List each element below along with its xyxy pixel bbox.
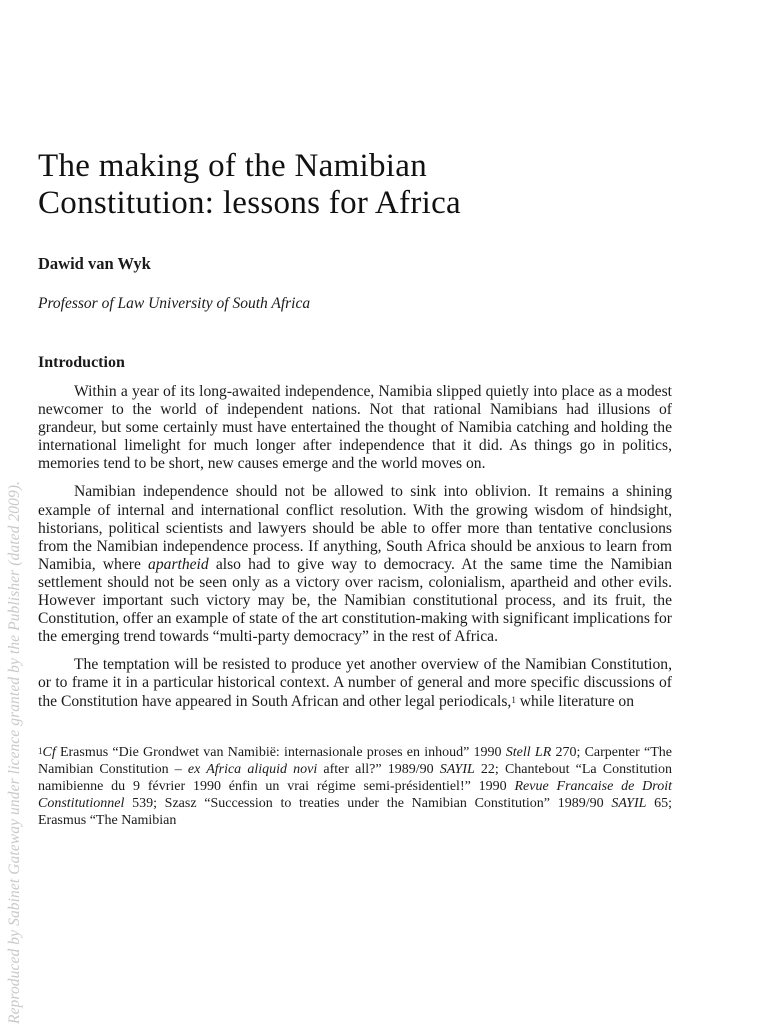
licence-watermark: Reproduced by Sabinet Gateway under licence granted by the Publisher (dated 2009).	[6, 480, 23, 1024]
footnote-italic: Stell LR	[505, 744, 552, 760]
author-affiliation: Professor of Law University of South Africa	[38, 295, 311, 312]
paragraph-2-text-b: also had to give way to democracy. At the same time the Namibian settlement should not be seen only as a victory over racism, colonialism, apartheid and other evils. However important such victory may be, the Namibian constitutional process, and its fruit, the Constitution, offer an example of state of the art constitution-making with significant implications for the emerging trend towards “multi-party democracy” in the rest of Africa.	[38, 555, 673, 646]
footnote-italic: ex Africa aliquid novi	[187, 761, 318, 777]
footnote-italic: Revue Francaise de Droit Constitutionnel	[38, 778, 672, 811]
paragraph-2	[38, 483, 672, 646]
footnote-cf: Cf	[42, 744, 56, 760]
paragraph-3	[38, 656, 672, 710]
footnote-reference: 1	[511, 694, 516, 705]
paragraph-2-text-a: Namibian independence should not be allowed to sink into oblivion. It remains a shining example of internal and international conflict resolution. With the growing wisdom of hindsight, historians, political scientists and lawyers should be able to offer more than tentative conclusions from the Namibian independence process. If anything, South Africa should be anxious to learn from Namibia, where	[38, 483, 672, 573]
footnote-italic: SAYIL	[611, 795, 647, 811]
paragraph-3-text-b: while literature on	[515, 692, 635, 710]
paragraph-2-italic: apartheid	[148, 555, 209, 573]
section-heading: Introduction	[38, 354, 125, 371]
footnote-text: 539; Szasz “Succession to treaties under the Namibian Constitution” 1989/90	[124, 795, 612, 811]
footnote-text: 65; Erasmus “The Namibian	[38, 795, 673, 828]
article-title	[38, 148, 672, 222]
paragraph-3-text-a: The temptation will be resisted to produce yet another overview of the Namibian Constitution, or to frame it in a particular historical context. A number of general and more specific discussions of the Constitution have appeared in South African and other legal periodicals,	[38, 656, 672, 710]
paragraph-1: Within a year of its long-awaited independence, Namibia slipped quietly into place as a modest newcomer to the world of independent nations. Not that rational Namibians had illusions of grandeur, but some certainly must have entertained the thought of Namibia catching and holding the international limelight for much longer after independence that it did. As things go in politics, memories tend to be short, new causes emerge and the world moves on.	[38, 383, 672, 473]
footnote-mark: 1	[38, 745, 43, 756]
author-name: Dawid van Wyk	[38, 254, 151, 273]
footnote-text: Erasmus “Die Grondwet van Namibië: internasionale proses en inhoud” 1990	[55, 744, 506, 760]
title-line-1: The making of the Namibian	[38, 148, 428, 184]
footnote-italic: SAYIL	[439, 761, 475, 777]
footnote-text: 22; Chantebout “La Constitution namibienne du 9 février 1990 énfin un vrai régime semi-présidentiel!” 1990	[38, 761, 672, 794]
footnote-text: 270; Carpenter “The Namibian Constitution –	[38, 744, 672, 777]
footnote-text: after all?” 1989/90	[317, 761, 440, 777]
title-line-2: Constitution: lessons for Africa	[38, 185, 461, 221]
footnote-1	[38, 744, 672, 829]
article-page	[38, 148, 672, 829]
